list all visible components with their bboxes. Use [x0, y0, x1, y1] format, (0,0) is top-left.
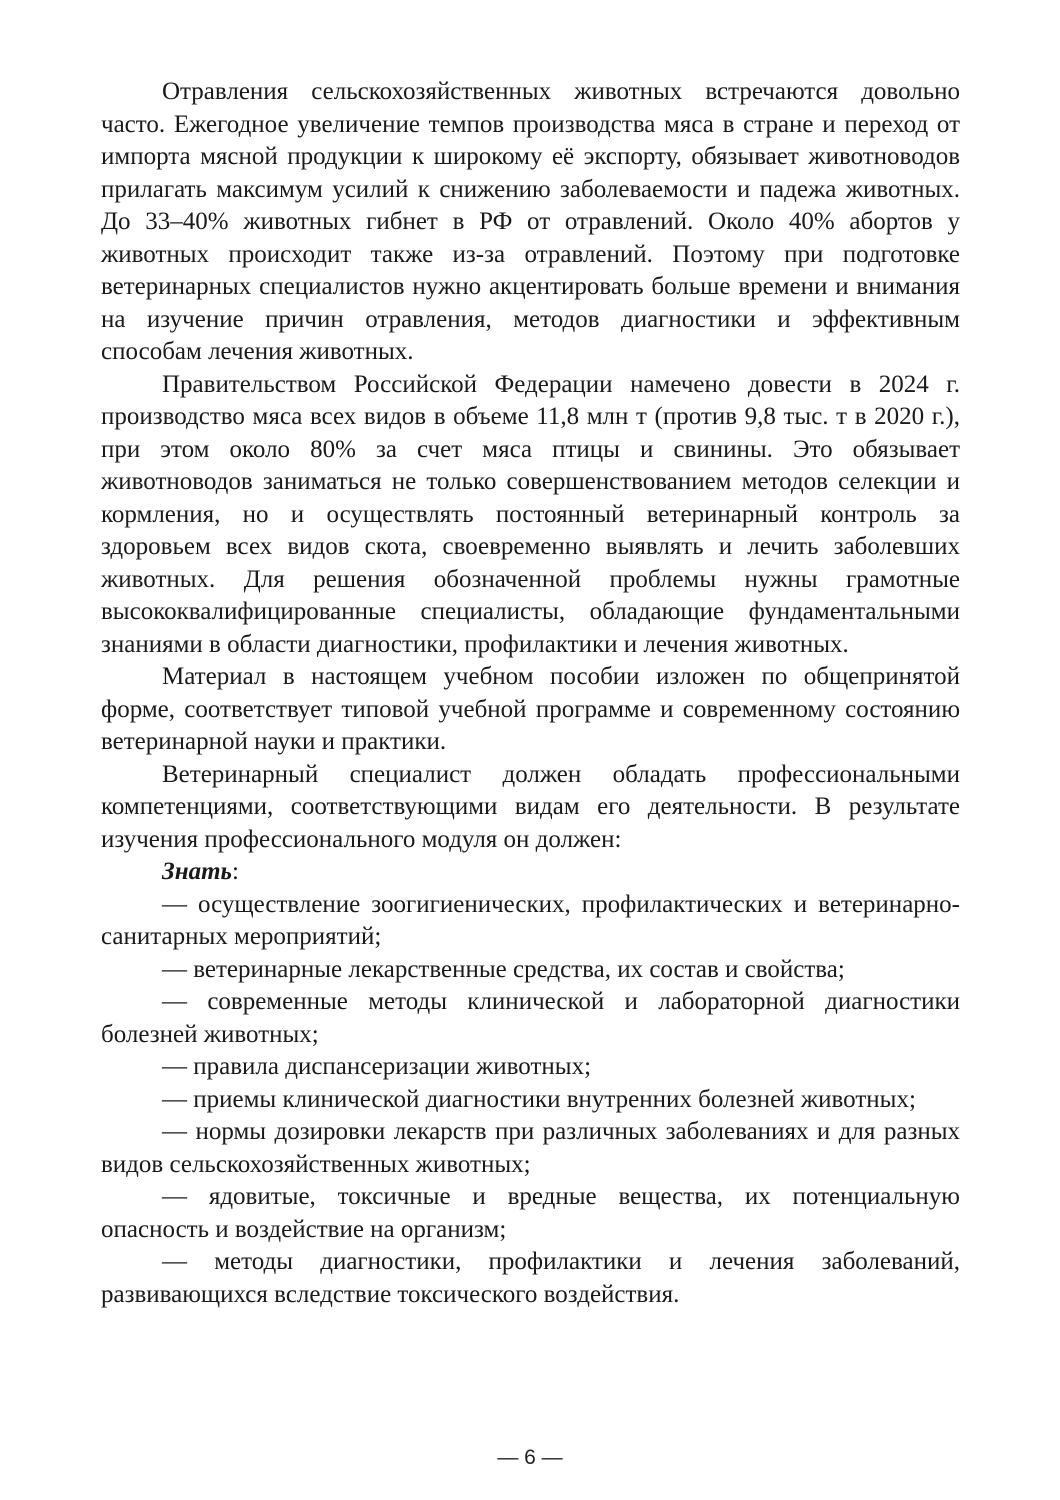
list-item: — нормы дозировки лекарств при различных заболеваниях и для разных видов сельскохозяйственных животных; [101, 1118, 960, 1178]
list-item: — современные методы клинической и лабораторной диагностики болезней животных; [101, 988, 960, 1048]
know-heading [101, 856, 960, 889]
paragraph-meat-production: Правительством Российской Федерации намечено довести в 2024 г. производство мяса всех видов в объеме 11,8 млн т (против 9,8 тыс. т в 2020 г.), при этом около 80% за счет мяса птицы и свинины. Это обязывает животноводов заниматься не только совершенствованием методов селекции и кормления, но и осуществлять постоянный ветеринарный контроль за здоровьем всех видов скота, своевременно выявлять и лечить заболевших животных. Для решения обозначенной проблемы нужны грамотные высококвалифицированные специалисты, обладающие фундаментальными знаниями в области диагностики, профилактики и лечения животных. [101, 370, 960, 658]
list-item: — ветеринарные лекарственные средства, их состав и свойства; [162, 955, 845, 983]
paragraph-textbook-material: Материал в настоящем учебном пособии изложен по общепринятой форме, соответствует типовой учебной программе и современному состоянию ветеринарной науки и практики. [101, 663, 960, 755]
list-item: — приемы клинической диагностики внутренних болезней животных; [162, 1085, 916, 1113]
list-item: — методы диагностики, профилактики и лечения заболеваний, развивающихся вследствие токсического воздействия. [101, 1248, 960, 1308]
list-item: — ядовитые, токсичные и вредные вещества, их потенциальную опасность и воздействие на организм; [101, 1183, 960, 1243]
know-suffix: : [231, 858, 239, 885]
body-text [101, 76, 960, 1311]
list-item: — осуществление зоогигиенических, профилактических и ветеринарно-санитарных мероприятий; [101, 890, 960, 950]
paragraph-competencies: Ветеринарный специалист должен обладать профессиональными компетенциями, соответствующими видам его деятельности. В результате изучения профессионального модуля он должен: [101, 760, 960, 853]
know-label: Знать [162, 858, 232, 885]
list-item: — правила диспансеризации животных; [162, 1053, 592, 1080]
page-number: — 6 — [497, 1446, 563, 1469]
paragraph-poisoning-frequency: Отравления сельскохозяйственных животных встречаются довольно часто. Ежегодное увеличение темпов производства мяса в стране и переход от импорта мясной продукции к широкому её экспорту, обязывает животноводов прилагать максимум усилий к снижению заболеваемости и падежа животных. До 33–40% животных гибнет в РФ от отравлений. Около 40% абортов у животных происходит также из-за отравлений. Поэтому при подготовке ветеринарных специалистов нужно акцентировать больше времени и внимания на изучение причин отравления, методов диагностики и эффективным способам лечения животных. [101, 78, 960, 365]
